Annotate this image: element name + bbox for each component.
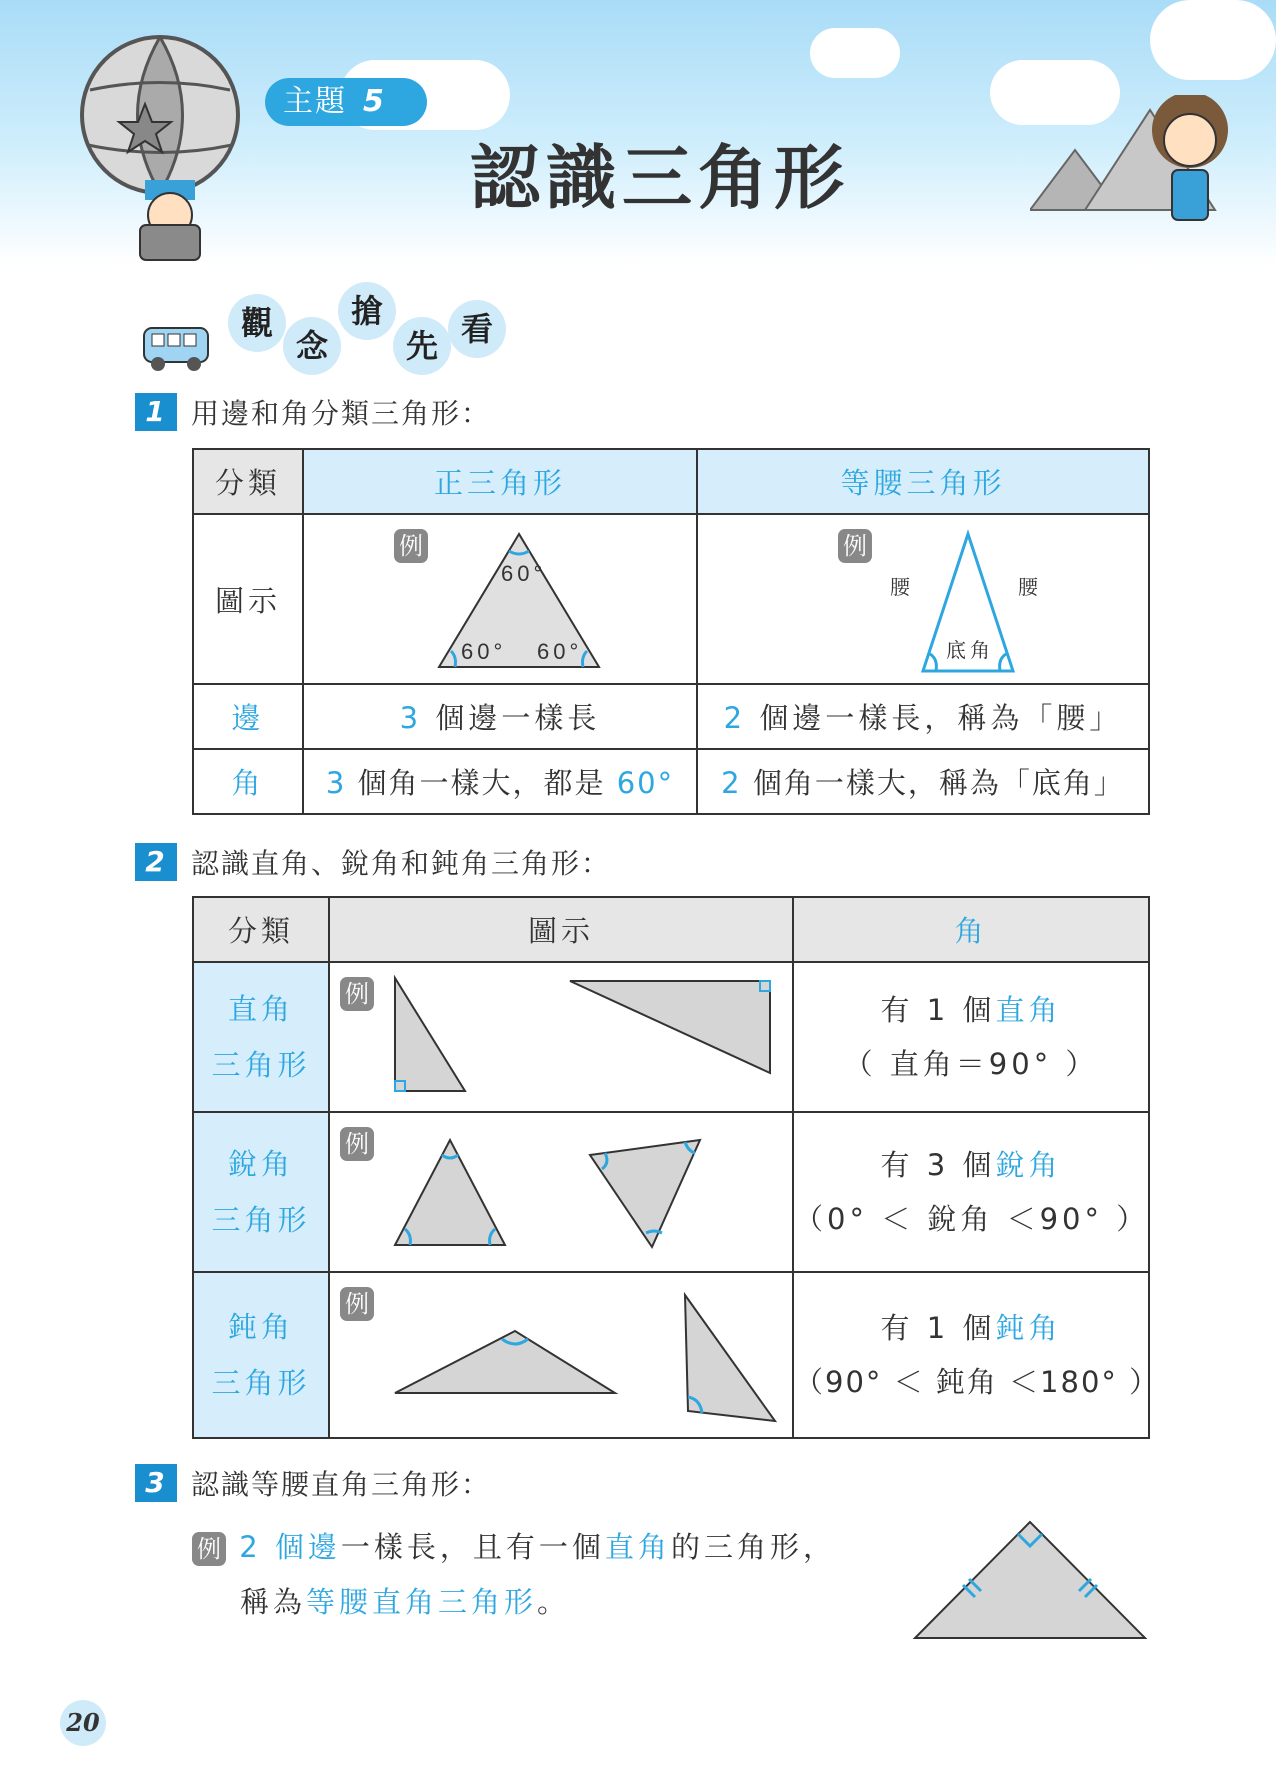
right-triangle-diagram-cell	[329, 962, 793, 1112]
header-cell: 角	[793, 897, 1149, 962]
acute-triangle-diagrams	[380, 1125, 780, 1260]
base-angle-label: 底角	[946, 638, 994, 662]
example-badge: 例	[192, 1532, 226, 1566]
right-angle-desc: 有 1 個直角 （ 直角＝90° ）	[793, 962, 1149, 1112]
isosceles-triangle	[868, 529, 1068, 679]
header-cell: 等腰三角形	[697, 449, 1149, 514]
angle-label: 60°	[501, 561, 547, 586]
example-badge: 例	[340, 977, 374, 1011]
concept-char: 看	[448, 300, 506, 358]
section-title: 用邊和角分類三角形：	[191, 397, 492, 430]
section-3-heading	[135, 1463, 491, 1503]
example-badge: 例	[340, 1287, 374, 1321]
equilateral-side-cell: 3 個邊一樣長	[303, 684, 697, 749]
leg-label: 腰	[890, 575, 914, 599]
section-title: 認識直角、銳角和鈍角三角形：	[191, 847, 612, 880]
section-number: 2	[135, 843, 177, 881]
row-label: 銳角 三角形	[193, 1112, 329, 1272]
example-badge: 例	[838, 529, 872, 563]
balloon-illustration	[60, 30, 260, 265]
acute-triangle-diagram-cell	[329, 1112, 793, 1272]
example-badge: 例	[340, 1127, 374, 1161]
topic-badge	[265, 78, 427, 126]
section-2-heading	[135, 842, 611, 882]
isosceles-side-cell: 2 個邊一樣長，稱為「腰」	[697, 684, 1149, 749]
concept-char: 先	[393, 317, 451, 375]
equilateral-diagram-cell	[303, 514, 697, 684]
cloud	[1150, 0, 1276, 80]
concept-char: 搶	[338, 282, 396, 340]
section-3-line-2: 稱為等腰直角三角形。	[240, 1585, 571, 1619]
concept-char: 觀	[228, 294, 286, 352]
section-number: 3	[135, 1464, 177, 1502]
angle-label: 60°	[461, 639, 507, 664]
concept-heading	[140, 282, 540, 392]
example-badge: 例	[394, 529, 428, 563]
obtuse-angle-desc: 有 1 個鈍角 （90° ＜ 鈍角 ＜180° ）	[793, 1272, 1149, 1438]
row-label: 直角 三角形	[193, 962, 329, 1112]
obtuse-triangle-diagrams	[380, 1283, 780, 1428]
acute-angle-desc: 有 3 個銳角 （0° ＜ 銳角 ＜90° ）	[793, 1112, 1149, 1272]
classification-table-1	[192, 448, 1150, 815]
equilateral-angle-cell: 3 個角一樣大，都是 60°	[303, 749, 697, 814]
right-triangle-diagrams	[380, 973, 780, 1098]
section-title: 認識等腰直角三角形：	[191, 1468, 492, 1501]
topic-label: 主題	[283, 84, 347, 119]
row-label: 角	[193, 749, 303, 814]
header-cell: 分類	[193, 897, 329, 962]
section-3-line-1: 例 2 個邊一樣長，且有一個直角的三角形，	[192, 1525, 836, 1566]
header-cell: 圖示	[329, 897, 793, 962]
cloud	[810, 28, 900, 78]
row-label: 鈍角 三角形	[193, 1272, 329, 1438]
row-label: 邊	[193, 684, 303, 749]
page-title: 認識三角形	[470, 137, 850, 219]
angle-label: 60°	[537, 639, 583, 664]
equilateral-triangle	[429, 529, 609, 674]
page-number: 20	[60, 1700, 106, 1746]
section-1-heading	[135, 392, 491, 432]
section-number: 1	[135, 393, 177, 431]
topic-number: 5	[363, 84, 386, 119]
pyramid-kid-illustration	[1030, 95, 1250, 235]
header-cell: 分類	[193, 449, 303, 514]
obtuse-triangle-diagram-cell	[329, 1272, 793, 1438]
isosceles-diagram-cell	[697, 514, 1149, 684]
leg-label: 腰	[1018, 575, 1042, 599]
bus-icon	[140, 324, 212, 374]
isosceles-angle-cell: 2 個角一樣大，稱為「底角」	[697, 749, 1149, 814]
classification-table-2	[192, 896, 1161, 1439]
isosceles-right-triangle	[905, 1515, 1155, 1645]
concept-char: 念	[283, 317, 341, 375]
row-label: 圖示	[193, 514, 303, 684]
header-cell: 正三角形	[303, 449, 697, 514]
